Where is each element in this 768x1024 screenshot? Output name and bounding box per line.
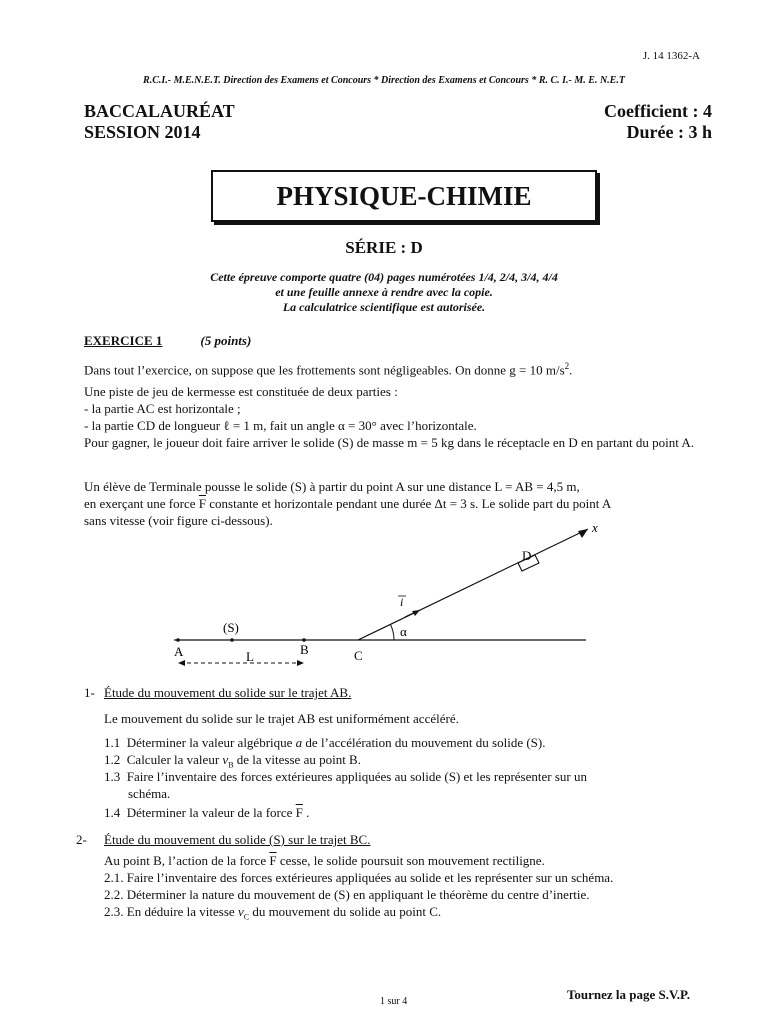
paragraph-push-1: Un élève de Terminale pousse le solide (S) à partir du point A sur une distance L = AB = 4,5 m, <box>84 479 580 494</box>
unit-vector-label: i <box>400 595 404 609</box>
intro-block <box>0 270 768 315</box>
title-box <box>211 170 597 222</box>
text-span: Calculer la valeur <box>126 752 223 767</box>
text-span: Déterminer la valeur algébrique <box>126 735 296 750</box>
document-reference: J. 14 1362-A <box>642 50 700 62</box>
text-span: de l’accélération du mouvement du solide (S). <box>302 735 546 750</box>
distance-arrow-right <box>297 660 304 666</box>
text-span: cesse, le solide poursuit son mouvement rectiligne. <box>276 853 545 868</box>
text-span: 2.3. En déduire la vitesse <box>104 904 238 919</box>
item-number: 1.4 <box>104 805 121 820</box>
bullet-item: - la partie CD de longueur ℓ = 1 m, fait un angle α = 30° avec l’horizontale. <box>84 418 477 433</box>
force-vector: $\overline{F}$ <box>295 805 303 820</box>
distance-label: L <box>246 649 254 664</box>
intro-line: et une feuille annexe à rendre avec la copie. <box>275 285 493 299</box>
exam-name: BACCALAURÉAT <box>84 101 235 121</box>
text-span: . <box>302 805 310 820</box>
exercise-heading <box>84 333 251 349</box>
inclined-track <box>358 529 588 640</box>
paragraph-push-2 <box>84 496 724 512</box>
point-b-label: B <box>300 642 309 657</box>
given-text: Dans tout l’exercice, on suppose que les frottements sont négligeables. On donne g = 10 m/s <box>84 362 565 378</box>
page-title: PHYSIQUE-CHIMIE <box>276 181 532 211</box>
item-number: 1.3 <box>104 769 121 784</box>
exam-info <box>84 101 235 143</box>
q2-intro <box>104 853 545 869</box>
text-span: de la vitesse au point B. <box>233 752 361 767</box>
q1-3-cont: schéma. <box>128 786 171 801</box>
solid-label: (S) <box>223 620 239 635</box>
subscript: C <box>243 912 250 922</box>
text-span: Au point B, l’action de la force <box>104 853 270 868</box>
intro-line: Cette épreuve comporte quatre (04) pages numérotées 1/4, 2/4, 3/4, 4/4 <box>210 270 558 284</box>
angle-arc <box>391 625 395 640</box>
q2-number: 2- <box>76 832 87 847</box>
q1-number: 1- <box>84 685 95 700</box>
header-line: R.C.I.- M.E.N.E.T. Direction des Examens et Concours * Direction des Examens et Concours * R. C. I.- M. E. N.E.T <box>143 75 625 86</box>
variable: v <box>222 752 229 767</box>
intro-line: La calculatrice scientifique est autorisée. <box>282 300 486 314</box>
text-span: du mouvement du solide au point C. <box>249 904 442 919</box>
distance-arrow-left <box>178 660 185 666</box>
q1-title: Étude du mouvement du solide sur le trajet AB. <box>104 685 352 700</box>
point-c-label: C <box>354 648 363 663</box>
q2-title: Étude du mouvement du solide (S) sur le trajet BC. <box>104 832 371 847</box>
x-axis-arrowhead <box>578 529 588 538</box>
paragraph-push-3: sans vitesse (voir figure ci-dessous). <box>84 513 273 528</box>
paragraph-given <box>84 358 724 378</box>
text-span: Déterminer la valeur de la force <box>126 805 296 820</box>
paragraph-win: Pour gagner, le joueur doit faire arriver le solide (S) de masse m = 5 kg dans le réceptacle en D en partant du point A. <box>84 435 695 450</box>
subscript: B <box>228 760 234 770</box>
exercise-title: EXERCICE 1 <box>84 333 163 348</box>
force-vector: $\overline{F}$ <box>198 496 206 511</box>
track-diagram <box>150 520 610 670</box>
exponent: 2 <box>564 361 570 371</box>
variable: a <box>295 735 303 750</box>
item-number: 1.2 <box>104 752 121 767</box>
q1-3 <box>104 769 724 785</box>
paragraph-track: Une piste de jeu de kermesse est constituée de deux parties : <box>84 384 398 399</box>
turn-page-note: Tournez la page S.V.P. <box>566 987 690 1002</box>
q2-1: 2.1. Faire l’inventaire des forces extérieures appliquées au solide et les représenter sur un schéma. <box>104 870 614 885</box>
q1-intro: Le mouvement du solide sur le trajet AB est uniformément accéléré. <box>104 711 459 726</box>
q1-4 <box>104 805 309 821</box>
text-span: en exerçant une force <box>84 496 199 511</box>
exam-meta <box>604 101 712 143</box>
point-a-label: A <box>174 644 184 659</box>
point-a <box>176 638 180 642</box>
exercise-points: (5 points) <box>200 333 252 348</box>
text-span: Faire l’inventaire des forces extérieures appliquées au solide (S) et les représenter sur un <box>126 769 587 784</box>
x-axis-label: x <box>592 520 598 535</box>
given-end: . <box>569 362 573 378</box>
angle-label: α <box>400 624 407 639</box>
point-d-label: D <box>522 548 532 563</box>
unit-vector-arrowhead <box>412 610 420 616</box>
q2-2: 2.2. Déterminer la nature du mouvement de (S) en appliquant le théorème du centre d’inertie. <box>104 887 590 902</box>
force-vector: $\overline{F}$ <box>269 853 277 868</box>
q2-3 <box>104 904 441 926</box>
solid-point <box>230 638 234 642</box>
q1-1 <box>104 735 545 751</box>
text-span: constante et horizontale pendant une durée Δt = 3 s. Le solide part du point A <box>206 496 612 511</box>
page-number: 1 sur 4 <box>380 996 408 1007</box>
serie-label: SÉRIE : D <box>345 238 423 257</box>
item-number: 1.1 <box>104 735 121 750</box>
bullet-item: - la partie AC est horizontale ; <box>84 401 241 416</box>
exam-duration: Durée : 3 h <box>626 122 712 142</box>
exam-session: SESSION 2014 <box>84 122 201 142</box>
exam-coefficient: Coefficient : 4 <box>604 101 712 121</box>
variable: v <box>237 904 244 919</box>
